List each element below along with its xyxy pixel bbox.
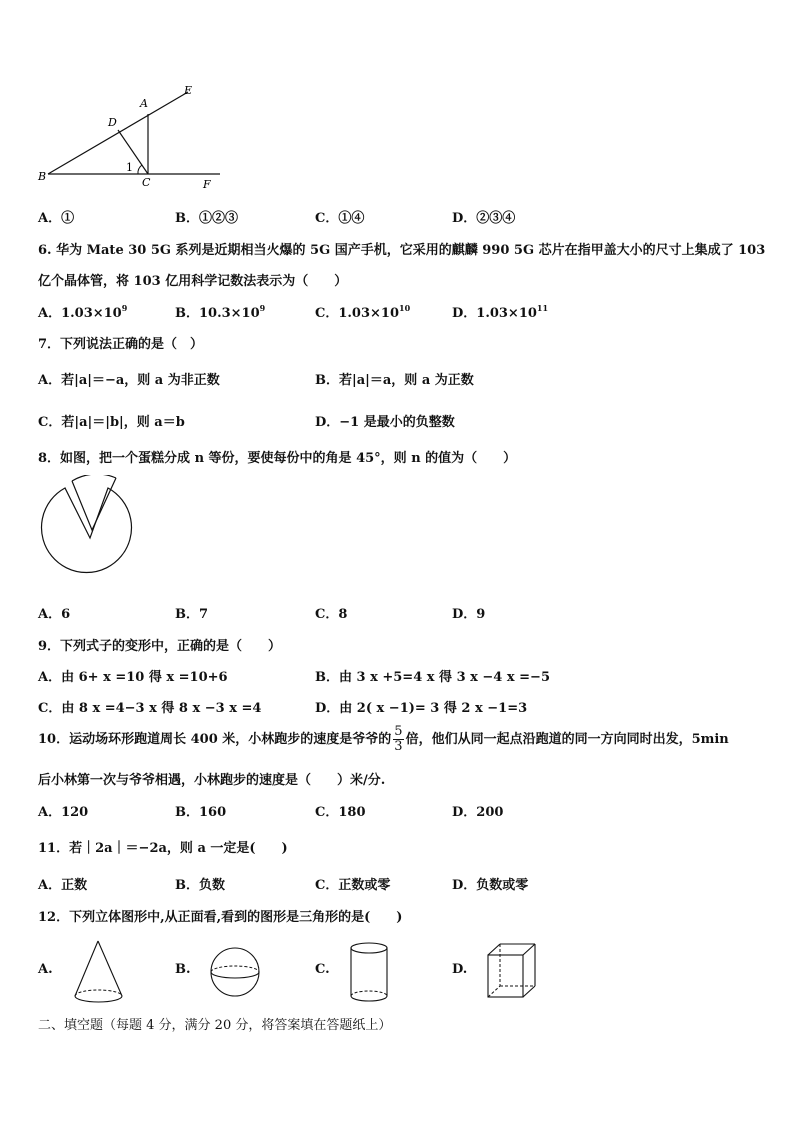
label-f: F	[203, 178, 211, 191]
q7-option-d: D．−1 是最小的负整数	[315, 415, 455, 430]
section-2-heading: 二、填空题（每题 4 分，满分 20 分，将答案填在答题纸上）	[38, 1018, 392, 1033]
geometry-figure	[30, 80, 230, 195]
q9-stem: 9．下列式子的变形中，正确的是（ ）	[38, 639, 282, 654]
q8-option-c: C．8	[315, 607, 348, 622]
q11-option-c: C．正数或零	[315, 878, 391, 893]
q11-option-b: B．负数	[175, 878, 225, 893]
q6-option-a: A．$1.03\times 10^9$	[38, 303, 128, 321]
sphere-figure	[205, 945, 265, 1000]
q10-option-c: C．180	[315, 805, 366, 820]
q10-fraction: $\frac{5}{3}$	[394, 724, 403, 754]
q5-option-b: B．①②③	[175, 211, 238, 226]
q5-option-a: A．①	[38, 211, 75, 226]
q6-option-c: C．$1.03\times 10^{10}$	[315, 303, 411, 321]
label-b: B	[38, 170, 47, 183]
cuboid-figure	[483, 940, 543, 1002]
q7-option-b: B．若|a|＝a，则 a 为正数	[315, 373, 474, 388]
q11-option-d: D．负数或零	[452, 878, 529, 893]
q12-option-a-label: A.	[38, 962, 53, 977]
q9-option-a: A．由 6+ x =10 得 x =10+6	[38, 670, 228, 685]
q7-option-a: A．若|a|＝−a，则 a 为非正数	[38, 373, 220, 388]
q9-option-c: C．由 8 x =4−3 x 得 8 x −3 x =4	[38, 701, 262, 716]
label-c: C	[142, 176, 151, 189]
q7-stem: 7．下列说法正确的是（ ）	[38, 337, 204, 352]
q11-stem: 11．若｜2a｜＝−2a，则 a 一定是( )	[38, 841, 288, 856]
q10-option-a: A．120	[38, 805, 89, 820]
q8-option-d: D．9	[452, 607, 486, 622]
q12-option-c-label: C.	[315, 962, 330, 977]
cake-figure	[40, 475, 140, 585]
label-a: A	[140, 97, 148, 110]
q10-option-b: B．160	[175, 805, 227, 820]
q10-stem-line2: 后小林第一次与爷爷相遇，小林跑步的速度是（ ）米/分.	[38, 773, 386, 788]
q11-option-a: A．正数	[38, 878, 88, 893]
q10-option-d: D．200	[452, 805, 504, 820]
q6-stem-line2: 亿个晶体管，将 103 亿用科学记数法表示为（ ）	[38, 274, 348, 289]
q8-option-a: A．6	[38, 607, 71, 622]
q12-option-b-label: B.	[175, 962, 191, 977]
q6-option-b: B．$10.3\times 10^9$	[175, 303, 266, 321]
q7-option-c: C．若|a|＝|b|，则 a＝b	[38, 415, 185, 430]
label-e: E	[184, 84, 193, 97]
q6-stem-line1: 6. 华为 Mate 30 5G 系列是近期相当火爆的 5G 国产手机，它采用的麒麟 990 5G 芯片在指甲盖大小的尺寸上集成了 103	[38, 243, 766, 258]
q12-option-d-label: D.	[452, 962, 468, 977]
cylinder-figure	[345, 938, 395, 1008]
q5-option-d: D．②③④	[452, 211, 516, 226]
q9-option-d: D．由 2( x −1)= 3 得 2 x −1=3	[315, 701, 528, 716]
q10-stem-line1: 10．运动场环形跑道周长 400 米，小林跑步的速度是爷爷的 $\frac{5}{3}$ 倍，他们从同一起点沿跑道的同一方向同时出发，5min	[38, 724, 729, 754]
q6-option-d: D．$1.03\times 10^{11}$	[452, 303, 549, 321]
q12-stem: 12．下列立体图形中,从正面看,看到的图形是三角形的是( )	[38, 910, 403, 925]
q9-option-b: B．由 3 x +5=4 x 得 3 x −4 x =−5	[315, 670, 550, 685]
cone-figure	[70, 938, 130, 1008]
q5-option-c: C．①④	[315, 211, 365, 226]
q8-stem: 8．如图，把一个蛋糕分成 n 等份，要使每份中的角是 45°，则 n 的值为（ ）	[38, 451, 517, 466]
label-angle-1: 1	[126, 161, 133, 174]
q8-option-b: B．7	[175, 607, 209, 622]
label-d: D	[108, 116, 117, 129]
